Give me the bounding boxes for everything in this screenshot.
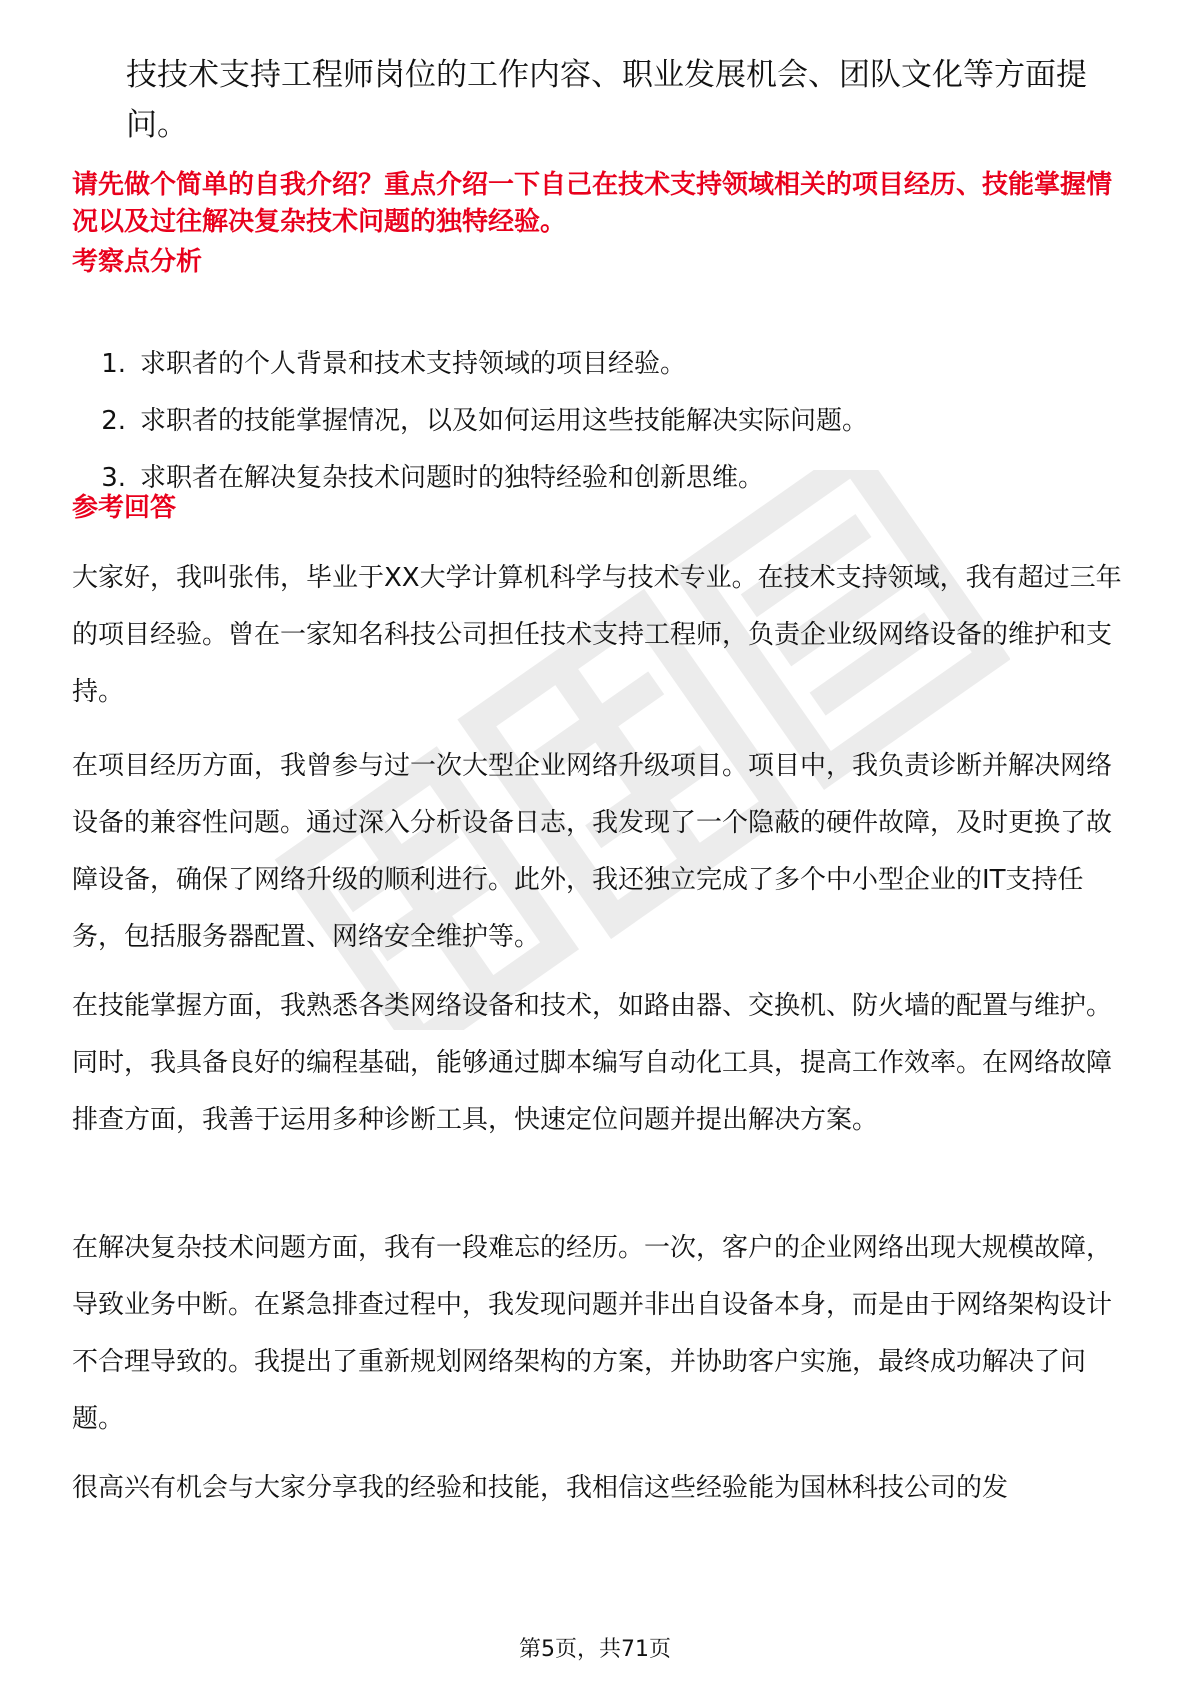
- list-text: 求职者在解决复杂技术问题时的独特经验和创新思维。: [140, 463, 765, 493]
- intro-text: 技技术支持工程师岗位的工作内容、职业发展机会、团队文化等方面提问。: [126, 57, 1087, 143]
- list-text: 求职者的个人背景和技术支持领域的项目经验。: [140, 349, 687, 379]
- list-text: 求职者的技能掌握情况，以及如何运用这些技能解决实际问题。: [140, 406, 869, 436]
- analysis-heading: 考察点分析: [72, 247, 203, 277]
- list-number: 1.: [101, 349, 126, 379]
- list-item: [72, 393, 1122, 450]
- answer-paragraph: 很高兴有机会与大家分享我的经验和技能，我相信这些经验能为国林科技公司的发: [72, 1473, 1009, 1503]
- page-number: 第5页，共71页: [519, 1637, 671, 1662]
- list-item: [72, 336, 1122, 393]
- list-number: 2.: [101, 406, 126, 436]
- answer-paragraph: 在解决复杂技术问题方面，我有一段难忘的经历。一次，客户的企业网络出现大规模故障，导致业务中断。在紧急排查过程中，我发现问题并非出自设备本身，而是由于网络架构设计不合理导致的。我提出了重新规划网络架构的方案，并协助客户实施，最终成功解决了问题。: [72, 1233, 1113, 1434]
- answer-paragraph: 在项目经历方面，我曾参与过一次大型企业网络升级项目。项目中，我负责诊断并解决网络设备的兼容性问题。通过深入分析设备日志，我发现了一个隐蔽的硬件故障，及时更换了故障设备，确保了网络升级的顺利进行。此外，我还独立完成了多个中小型企业的IT支持任务，包括服务器配置、网络安全维护等。: [72, 751, 1113, 952]
- answer-heading: 参考回答: [72, 493, 177, 523]
- list-item: [72, 450, 1122, 507]
- interview-question: 请先做个简单的自我介绍？重点介绍一下自己在技术支持领域相关的项目经历、技能掌握情况以及过往解决复杂技术问题的独特经验。: [72, 170, 1113, 237]
- analysis-points-list: [72, 336, 1122, 507]
- answer-paragraph: 在技能掌握方面，我熟悉各类网络设备和技术，如路由器、交换机、防火墙的配置与维护。同时，我具备良好的编程基础，能够通过脚本编写自动化工具，提高工作效率。在网络故障排查方面，我善于运用多种诊断工具，快速定位问题并提出解决方案。: [72, 991, 1113, 1135]
- answer-paragraph: 大家好，我叫张伟，毕业于XX大学计算机科学与技术专业。在技术支持领域，我有超过三年的项目经验。曾在一家知名科技公司担任技术支持工程师，负责企业级网络设备的维护和支持。: [72, 563, 1122, 707]
- list-number: 3.: [101, 463, 126, 493]
